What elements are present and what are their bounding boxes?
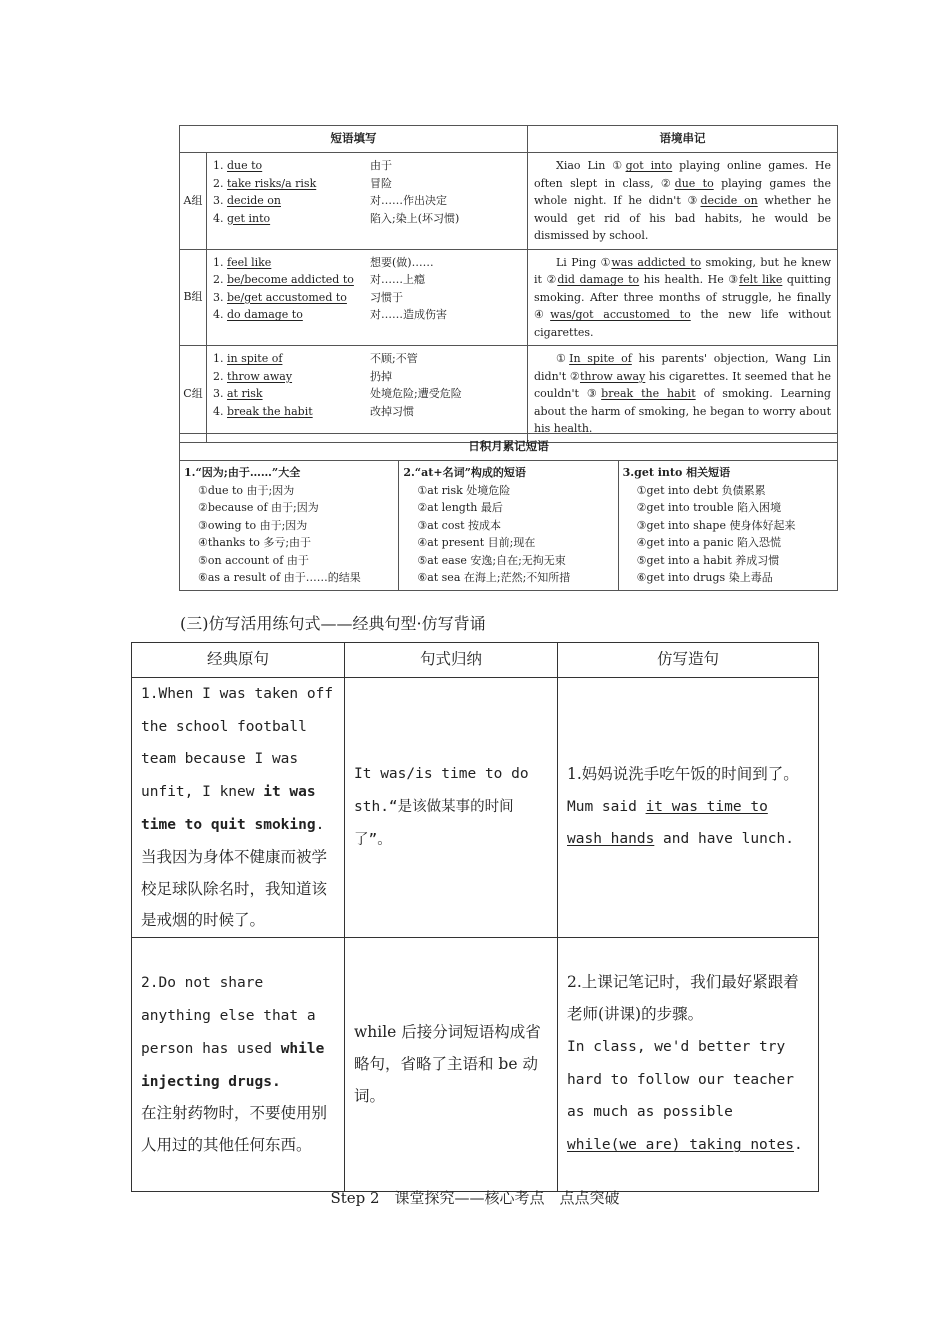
phrase-english: 3. decide on — [213, 194, 281, 207]
imitation-prompt: 2.上课记笔记时，我们最好紧跟着老师(讲课)的步骤。 — [567, 973, 799, 1024]
col-header-pattern: 句式归纳 — [345, 643, 558, 678]
phrase-item — [213, 157, 523, 175]
imitation-text-end: and have lunch. — [654, 831, 794, 848]
phrase-chinese: 对……上瘾 — [370, 273, 425, 286]
group-label — [180, 346, 207, 443]
imitation-answer: it was time to wash hands — [567, 798, 768, 848]
context-answer: break the habit — [601, 387, 696, 400]
phrase-item — [213, 254, 523, 272]
phrase-chinese: 对……作出决定 — [370, 194, 447, 207]
phrase-item: ④get into a panic 陷入恐慌 — [636, 536, 782, 549]
imitation-text-end: . — [793, 1137, 803, 1154]
context-text: Li Ping ① — [556, 255, 612, 269]
context-answer: got into — [625, 159, 673, 172]
group-row — [180, 249, 838, 346]
imitation-sentence — [558, 938, 819, 1192]
phrase-chinese: 扔掉 — [370, 369, 392, 383]
phrase-item — [213, 210, 523, 228]
accumulation-table — [179, 433, 838, 591]
phrase-chinese: 对……造成伤害 — [370, 308, 447, 321]
context-text: ① — [556, 352, 570, 365]
phrase-english: 4. break the habit — [213, 404, 313, 418]
phrase-chinese: 由于 — [370, 159, 392, 172]
phrase-item: ⑤on account of 由于 — [198, 553, 309, 567]
context-answer: throw away — [579, 369, 646, 383]
phrase-item: ③get into shape 使身体好起来 — [636, 518, 796, 532]
col-header-original: 经典原句 — [132, 643, 345, 678]
phrase-chinese: 习惯于 — [370, 290, 403, 304]
phrase-item: ④thanks to 多亏;由于 — [198, 536, 312, 549]
context-text: quitting smoking. After three months of struggle, he finally ④ — [534, 273, 831, 321]
phrase-table — [179, 125, 838, 443]
original-translation: 在注射药物时，不要使用别人用过的其他任何东西。 — [141, 1104, 328, 1155]
context-answer: was addicted to — [611, 255, 702, 269]
group-label — [180, 153, 207, 250]
context-text: the new life without cigarettes. — [534, 308, 831, 339]
phrase-item — [213, 368, 523, 386]
phrase-item — [213, 192, 523, 210]
pattern-summary — [345, 677, 558, 937]
phrase-chinese: 冒险 — [370, 176, 392, 190]
group-row — [180, 153, 838, 250]
phrase-item — [213, 306, 523, 324]
phrase-item: ②at length 最后 — [417, 501, 503, 514]
imitation-sentence — [558, 677, 819, 937]
context-answer: decide on — [700, 194, 758, 207]
phrase-english: 2. throw away — [213, 369, 293, 383]
context-text: playing games the whole night. If he didn't ③ — [534, 176, 831, 207]
column-title: 3.get into 相关短语 — [622, 466, 731, 479]
phrase-item: ①due to 由于;因为 — [198, 483, 295, 497]
group-label-text: A组 — [183, 193, 203, 207]
phrase-item: ②because of 由于;因为 — [198, 501, 319, 514]
phrase-item: ⑤at ease 安逸;自在;无拘无束 — [417, 553, 566, 567]
imitation-prompt: 1.妈妈说洗手吃午饭的时间到了。 — [567, 764, 799, 783]
group-row — [180, 346, 838, 443]
phrase-chinese: 想要(做)…… — [370, 255, 434, 269]
context-header: 语境串记 — [528, 126, 838, 153]
phrase-column — [618, 461, 837, 591]
group-label-text: B组 — [183, 290, 203, 304]
phrase-item: ①get into debt 负债累累 — [636, 483, 766, 497]
phrase-column — [180, 461, 399, 591]
phrase-item — [213, 385, 523, 403]
phrase-english: 2. take risks/a risk — [213, 176, 317, 190]
step-heading: Step 2 课堂探究——核心考点 点点突破 — [330, 1189, 620, 1207]
section-heading: (三)仿写活用练句式——经典句型·仿写背诵 — [180, 614, 486, 633]
imitation-text: In class, we'd better try hard to follow our teacher as much as possible — [567, 1038, 794, 1121]
sentence-row — [132, 938, 819, 1192]
context-paragraph — [528, 153, 838, 250]
phrase-item — [213, 350, 523, 368]
context-text: Xiao Lin ① — [556, 159, 626, 172]
column-title: 2.“at+名词”构成的短语 — [403, 466, 526, 479]
phrase-item: ②get into trouble 陷入困境 — [636, 501, 782, 514]
original-key-phrase: it was time to quit smoking — [141, 784, 316, 833]
original-text: 1.When I was taken off the school football team because I was unfit, I knew — [141, 685, 334, 801]
original-text: 2.Do not share anything else that a person has used — [141, 975, 316, 1057]
context-answer: did damage to — [557, 273, 640, 286]
imitation-answer: while(we are) taking notes — [567, 1137, 794, 1154]
context-text: whether he would get rid of his bad habits, he would be dismissed by school. — [534, 194, 831, 242]
accumulation-header: 日积月累记短语 — [180, 434, 838, 461]
phrase-column — [399, 461, 618, 591]
phrase-english: 1. feel like — [213, 255, 272, 269]
phrase-item: ③at cost 按成本 — [417, 518, 502, 532]
sentence-table — [131, 642, 819, 1192]
phrase-english: 4. get into — [213, 211, 271, 225]
group-label — [180, 249, 207, 346]
pattern-summary — [345, 938, 558, 1192]
phrase-chinese: 改掉习惯 — [370, 404, 414, 418]
context-text: smoking, but he knew it ② — [534, 255, 831, 286]
original-sentence — [132, 938, 345, 1192]
phrase-item: ④at present 目前;现在 — [417, 536, 536, 549]
context-text: of smoking. Learning about the harm of smoking, he began to worry about his health. — [534, 387, 831, 435]
group-label-text: C组 — [183, 386, 203, 400]
phrase-item: ⑥as a result of 由于……的结果 — [198, 571, 361, 584]
context-answer: due to — [674, 176, 714, 190]
phrase-english: 1. due to — [213, 159, 263, 172]
phrase-item — [213, 289, 523, 307]
context-text: playing online games. He often slept in class, ② — [534, 159, 831, 190]
phrase-list — [207, 153, 528, 250]
original-text-end: . — [315, 816, 325, 833]
col-header-imitate: 仿写造句 — [558, 643, 819, 678]
context-text: his parents' objection, Wang Lin didn't ② — [534, 352, 831, 383]
original-translation: 当我因为身体不健康而被学校足球队除名时，我知道该是戒烟的时候了。 — [141, 847, 328, 930]
phrase-item: ⑥at sea 在海上;茫然;不知所措 — [417, 571, 571, 584]
phrase-chinese: 处境危险;遭受危险 — [370, 387, 462, 400]
phrase-english: 1. in spite of — [213, 352, 283, 365]
pattern-text: It was/is time to do sth.“是该做某事的时间了”。 — [354, 766, 529, 848]
phrase-list — [207, 249, 528, 346]
phrase-item — [213, 403, 523, 421]
phrase-item — [213, 271, 523, 289]
phrase-item: ⑥get into drugs 染上毒品 — [636, 571, 773, 584]
context-answer: felt like — [739, 273, 783, 286]
context-paragraph — [528, 346, 838, 443]
phrase-chinese: 陷入;染上(坏习惯) — [370, 211, 460, 225]
pattern-text: while 后接分词短语构成省略句，省略了主语和 be 动词。 — [354, 1022, 541, 1105]
context-answer: was/got accustomed to — [550, 308, 691, 321]
phrase-english: 2. be/become addicted to — [213, 273, 354, 286]
original-sentence — [132, 677, 345, 937]
phrase-english: 4. do damage to — [213, 308, 303, 321]
phrase-item: ①at risk 处境危险 — [417, 483, 511, 497]
sentence-row — [132, 677, 819, 937]
phrase-item — [213, 175, 523, 193]
context-answer: In spite of — [569, 352, 632, 365]
phrase-chinese: 不顾;不管 — [370, 352, 418, 365]
column-title: 1.“因为;由于……”大全 — [184, 466, 301, 479]
phrase-fill-header: 短语填写 — [180, 126, 528, 153]
phrase-list — [207, 346, 528, 443]
original-key-phrase: while injecting drugs. — [141, 1040, 325, 1090]
context-text: his health. He ③ — [639, 273, 740, 286]
context-paragraph — [528, 249, 838, 346]
phrase-item: ③owing to 由于;因为 — [198, 518, 308, 532]
phrase-english: 3. at risk — [213, 387, 263, 400]
phrase-english: 3. be/get accustomed to — [213, 290, 347, 304]
imitation-text: Mum said — [567, 798, 646, 815]
context-text: his cigarettes. It seemed that he couldn't ③ — [534, 369, 831, 400]
phrase-item: ⑤get into a habit 养成习惯 — [636, 553, 780, 567]
